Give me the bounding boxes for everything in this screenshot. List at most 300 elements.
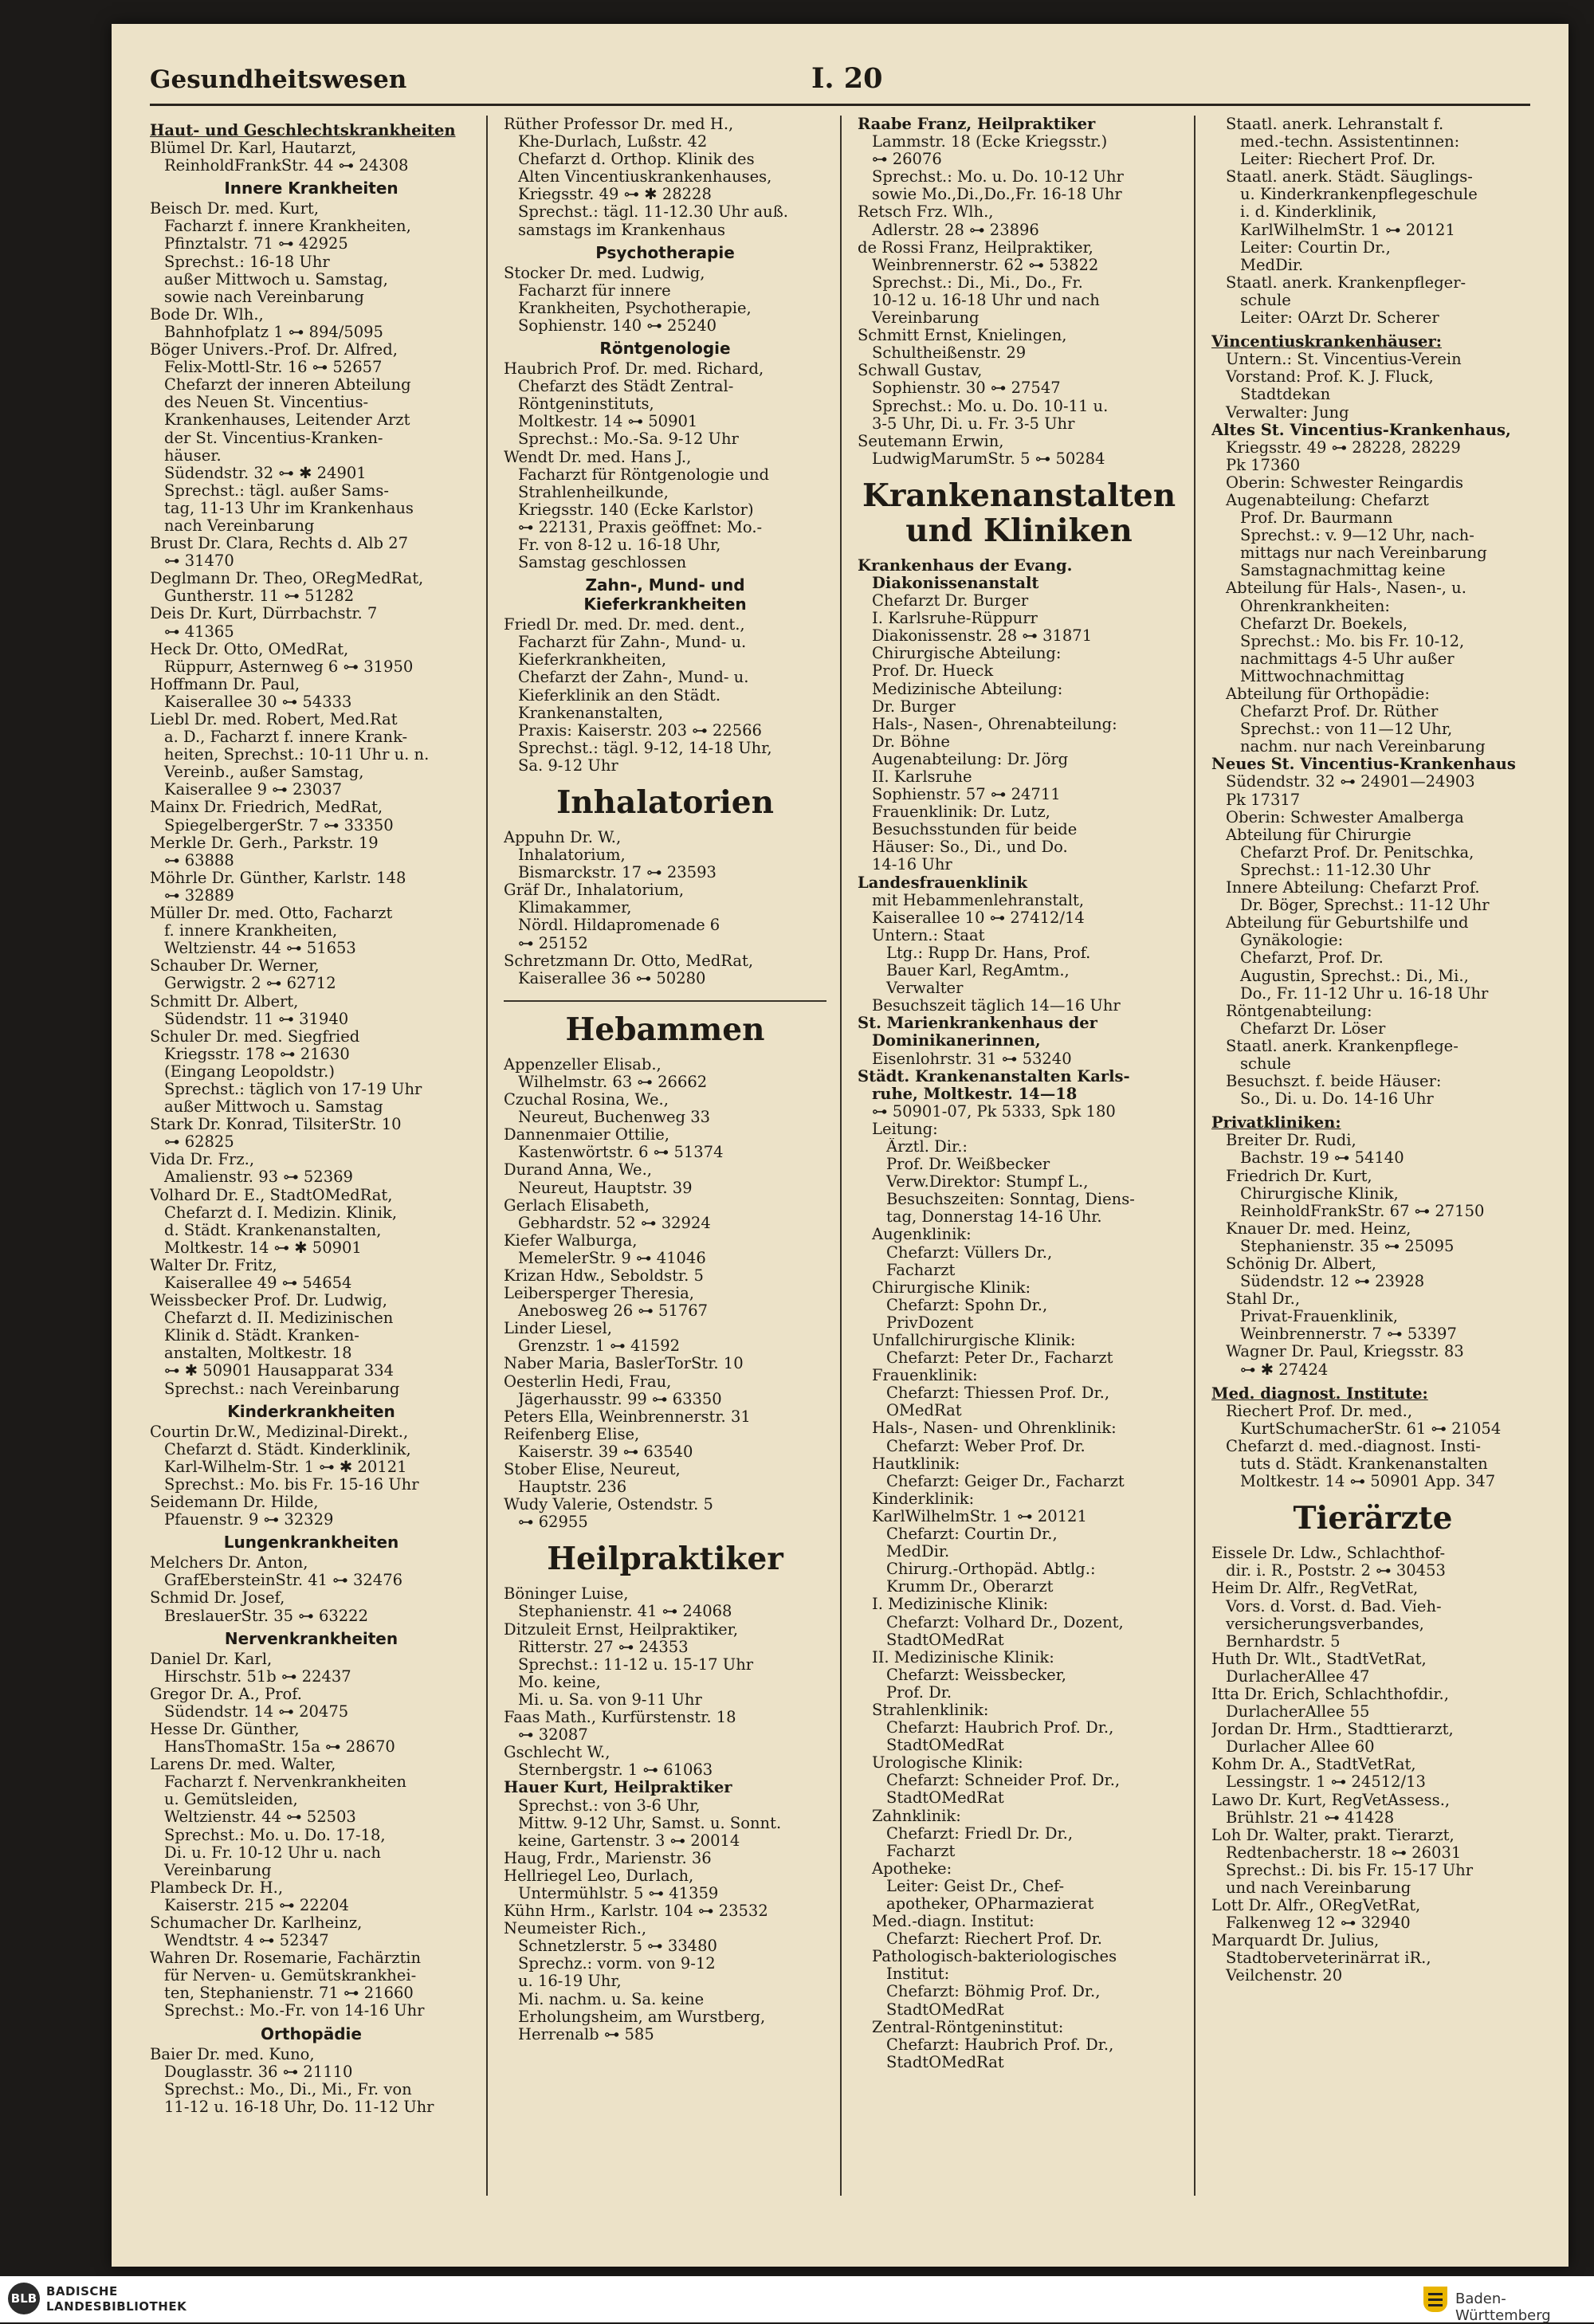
entry-line: Linder Liesel, (504, 1320, 612, 1338)
entry-line: Stephanienstr. 35 ⊶ 25095 (1240, 1237, 1455, 1255)
entry-line: Amalienstr. 93 ⊶ 52369 (164, 1168, 353, 1187)
entry-line: Sprechst.: Mo. u. Do. 10-12 Uhr (872, 168, 1124, 186)
header-rule (150, 104, 1530, 106)
entry-line: Weltzienstr. 44 ⊶ 51653 (164, 940, 356, 958)
entry-line: Hoffmann Dr. Paul, (150, 675, 300, 693)
entry-line: Sprechst.: von 11—12 Uhr, (1240, 720, 1453, 739)
entry-line: Pk 17317 (1226, 791, 1301, 809)
entry-line: Pfauenstr. 9 ⊶ 32329 (164, 1511, 334, 1529)
entry-line: Prof. Dr. Weißbecker (886, 1156, 1050, 1174)
entry-line: Kinderklinik: (872, 1490, 975, 1508)
entry-line: des Neuen St. Vincentius- (164, 394, 369, 412)
entry-line: Leitung: (872, 1120, 938, 1138)
entry-line: Breiter Dr. Rudi, (1226, 1132, 1356, 1150)
entry-line: der St. Vincentius-Kranken- (164, 429, 383, 447)
entry-line: Besuchsstunden für beide (872, 821, 1078, 839)
entry-line: Sprechst.: 11-12.30 Uhr (1240, 861, 1431, 879)
entry-line: Kriegsstr. 178 ⊶ 21630 (164, 1045, 350, 1063)
entry-line: Südendstr. 32 ⊶ 24901—24903 (1226, 773, 1475, 791)
entry-line: Volhard Dr. E., StadtOMedRat, (150, 1186, 393, 1204)
entry-line: Sprechst.: täglich von 17-19 Uhr (164, 1080, 422, 1098)
entry-line: Kohm Dr. A., StadtVetRat, (1211, 1756, 1416, 1774)
entry-line: Peters Ella, Weinbrennerstr. 31 (504, 1407, 751, 1426)
entry-line: Sprechst.: tägl. 11-12.30 Uhr auß. (518, 203, 788, 222)
entry-line: Schmitt Dr. Albert, (150, 992, 299, 1011)
entry-line: Kaiserallee 36 ⊶ 50280 (518, 969, 706, 987)
entry-line: Krankenhauses, Leitender Arzt (164, 411, 410, 430)
entry-line: Facharzt für innere (518, 281, 671, 300)
entry-line: u. Gemütsleiden, (164, 1791, 298, 1809)
column-divider (486, 116, 488, 2196)
entry-line: Mo. keine, (518, 1673, 601, 1691)
entry-line: MemelerStr. 9 ⊶ 41046 (518, 1249, 706, 1267)
entry-line: Knauer Dr. med. Heinz, (1226, 1219, 1411, 1238)
entry-line: heiten, Sprechst.: 10-11 Uhr u. n. (164, 746, 430, 764)
entry-line: Institut: (886, 1965, 950, 1984)
entry-line: Kaiserstr. 39 ⊶ 63540 (518, 1443, 693, 1461)
entry-line: StadtOMedRat (886, 1737, 1004, 1755)
entry-line: Südendstr. 11 ⊶ 31940 (164, 1010, 349, 1028)
entry-line: sowie nach Vereinbarung (164, 288, 364, 306)
entry-line: Merkle Dr. Gerh., Parkstr. 19 (150, 834, 379, 852)
entry-line: Gregor Dr. A., Prof. (150, 1685, 302, 1703)
entry-line: Häuser: So., Di., und Do. (872, 838, 1068, 857)
entry-line: Kaiserallee 30 ⊶ 54333 (164, 693, 352, 711)
entry-line: Walter Dr. Fritz, (150, 1256, 277, 1274)
entry-line: Ltg.: Rupp Dr. Hans, Prof. (886, 944, 1091, 962)
entry-line: Innere Abteilung: Chefarzt Prof. (1226, 879, 1480, 897)
entry-line: ⊶ 25152 (518, 934, 588, 952)
entry-line: Schretzmann Dr. Otto, MedRat, (504, 952, 754, 970)
entry-line: u. Kinderkrankenpflegeschule (1240, 186, 1478, 204)
entry-line: Chefarzt d. Städt. Kinderklinik, (164, 1440, 411, 1458)
entry-line: Ärztl. Dir.: (886, 1137, 968, 1156)
entry-line: ⊶ ✱ 27424 (1240, 1360, 1329, 1379)
entry-line: Südendstr. 32 ⊶ ✱ 24901 (164, 464, 367, 482)
entry-line: OMedRat (886, 1402, 962, 1420)
entry-line: Marquardt Dr. Julius, (1211, 1932, 1380, 1950)
entry-line: Sprechst.: Mo., Di., Mi., Fr. von (164, 2080, 412, 2098)
entry-line: Liebl Dr. med. Robert, Med.Rat (150, 711, 398, 728)
entry-line: Pk 17360 (1226, 456, 1301, 474)
category-heading: Röntgenologie (599, 339, 731, 359)
entry-line: Gynäkologie: (1240, 932, 1344, 950)
entry-line: Melchers Dr. Anton, (150, 1554, 308, 1572)
entry-line: Zentral-Röntgeninstitut: (872, 2018, 1064, 2036)
entry-line: d. Städt. Krankenanstalten, (164, 1221, 382, 1239)
entry-line: Chirurgische Abteilung: (872, 645, 1062, 663)
entry-line: und nach Vereinbarung (1226, 1879, 1411, 1897)
entry-line: Weltzienstr. 44 ⊶ 52503 (164, 1808, 356, 1827)
entry-line: apotheker, OPharmazierat (886, 1895, 1094, 1913)
entry-line: Khe-Durlach, Lußstr. 42 (518, 133, 708, 151)
entry-line: Kaiserallee 9 ⊶ 23037 (164, 781, 343, 799)
entry-line: Do., Fr. 11-12 Uhr u. 16-18 Uhr (1240, 984, 1489, 1003)
entry-line: Adlerstr. 28 ⊶ 23896 (872, 221, 1039, 239)
entry-line: Krumm Dr., Oberarzt (886, 1578, 1054, 1596)
entry-line: Medizinische Abteilung: (872, 680, 1063, 698)
entry-line: Staatl. anerk. Krankenpflege- (1226, 1037, 1459, 1055)
entry-line: Sprechst.: Di., Mi., Do., Fr. (872, 273, 1083, 292)
entry-line: Kastenwörtstr. 6 ⊶ 51374 (518, 1144, 724, 1162)
entry-line: ⊶ 62955 (518, 1513, 588, 1532)
entry-line: Leiter: Courtin Dr., (1240, 238, 1391, 257)
entry-line: Kriegsstr. 49 ⊶ ✱ 28228 (518, 186, 712, 204)
library-name-line2: LANDESBIBLIOTHEK (46, 2299, 187, 2314)
entry-line: Sprechst.: Mo. u. Do. 10-11 u. (872, 397, 1109, 415)
entry-line: Besuchszeit täglich 14—16 Uhr (872, 997, 1121, 1015)
entry-line: Baier Dr. med. Kuno, (150, 2045, 315, 2063)
entry-line: (Eingang Leopoldstr.) (164, 1062, 335, 1081)
section-heading: Privatkliniken: (1211, 1114, 1341, 1133)
section-heading: Med. diagnost. Institute: (1211, 1384, 1428, 1403)
entry-line: Stober Elise, Neureut, (504, 1461, 681, 1478)
entry-line: Nördl. Hildapromenade 6 (518, 917, 720, 935)
entry-line: Schuler Dr. med. Siegfried (150, 1027, 360, 1046)
entry-line: Bode Dr. Wlh., (150, 305, 264, 324)
entry-line: tag, 11-13 Uhr im Krankenhaus (164, 499, 414, 517)
entry-line: Itta Dr. Erich, Schlachthofdir., (1211, 1685, 1449, 1703)
footer-bar (0, 2276, 1594, 2322)
entry-line: Herrenalb ⊶ 585 (518, 2025, 654, 2043)
entry-line: Samstagnachmittag keine (1240, 562, 1446, 580)
entry-line: Wahren Dr. Rosemarie, Fachärztin (150, 1949, 422, 1968)
entry-line: Grenzstr. 1 ⊶ 41592 (518, 1337, 681, 1356)
entry-line: Augenklinik: (872, 1226, 972, 1244)
institution-heading: Krankenhaus der Evang. (858, 556, 1073, 575)
entry-line: Fr. von 8-12 u. 16-18 Uhr, (518, 536, 721, 554)
institution-heading: ruhe, Moltkestr. 14—18 (872, 1085, 1078, 1103)
institution-heading: Landesfrauenklinik (858, 873, 1028, 892)
entry-line: 3-5 Uhr, Di. u. Fr. 3-5 Uhr (872, 414, 1075, 433)
major-heading: Heilpraktiker (547, 1541, 783, 1578)
column-1 (150, 116, 473, 2116)
entry-line: Leiter: Riechert Prof. Dr. (1240, 151, 1436, 169)
entry-line: Chirurgische Klinik: (872, 1278, 1031, 1297)
entry-line: Riechert Prof. Dr. med., (1226, 1402, 1413, 1420)
entry-line: Stahl Dr., (1226, 1290, 1301, 1309)
entry-line: Sa. 9-12 Uhr (518, 756, 618, 775)
entry-line: Chefarzt: Peter Dr., Facharzt (886, 1349, 1113, 1368)
entry-line: Klimakammer, (518, 899, 632, 917)
entry-line: Bachstr. 19 ⊶ 54140 (1240, 1149, 1404, 1168)
entry-line: Durand Anna, We., (504, 1161, 652, 1180)
entry-line: Dr. Böhne (872, 732, 950, 751)
entry-line: Ritterstr. 27 ⊶ 24353 (518, 1638, 689, 1656)
entry-line: Frauenklinik: Dr. Lutz, (872, 803, 1050, 822)
entry-line: Gebhardstr. 52 ⊶ 32924 (518, 1214, 711, 1232)
entry-line: Sprechst.: nach Vereinbarung (164, 1380, 400, 1398)
entry-line: Sternbergstr. 1 ⊶ 61063 (518, 1761, 713, 1780)
entry-line: Kriegsstr. 140 (Ecke Karlstor) (518, 501, 754, 519)
entry-line: Schmid Dr. Josef, (150, 1589, 285, 1608)
entry-line: Chefarzt der Zahn-, Mund- u. (518, 669, 749, 687)
entry-line: Kühn Hrm., Karlstr. 104 ⊶ 23532 (504, 1902, 768, 1921)
entry-line: Stadtdekan (1240, 386, 1331, 404)
category-heading: Innere Krankheiten (224, 179, 398, 198)
entry-line: Kieferklinik an den Städt. (518, 686, 721, 705)
entry-line: Friedl Dr. med. Dr. med. dent., (504, 616, 745, 634)
entry-line: Bauer Karl, RegAmtm., (886, 962, 1070, 980)
entry-line: Hesse Dr. Günther, (150, 1720, 300, 1738)
state-name: Baden-Württemberg (1455, 2291, 1551, 2324)
category-heading: Orthopädie (261, 2024, 362, 2043)
entry-line: Weinbrennerstr. 7 ⊶ 53397 (1240, 1325, 1457, 1344)
category-heading: Zahn-, Mund- und (585, 575, 745, 595)
entry-line: tuts d. Städt. Krankenanstalten (1240, 1455, 1488, 1474)
entry-line: Eisenlohrstr. 31 ⊶ 53240 (872, 1050, 1072, 1068)
entry-line: Wendtstr. 4 ⊶ 52347 (164, 1932, 329, 1950)
entry-line: Sprechz.: vorm. von 9-12 (518, 1955, 716, 1973)
entry-line: Prof. Dr. Baurmann (1240, 509, 1393, 528)
entry-line: Schauber Dr. Werner, (150, 957, 320, 976)
entry-line: LudwigMarumStr. 5 ⊶ 50284 (872, 449, 1105, 468)
entry-line: für Nerven- u. Gemütskrankhei- (164, 1967, 417, 1985)
institution-heading: St. Marienkrankenhaus der (858, 1015, 1097, 1033)
entry-line: dir. i. R., Poststr. 2 ⊶ 30453 (1226, 1562, 1446, 1580)
entry-line: mit Hebammenlehranstalt, (872, 891, 1085, 909)
entry-line: Sprechst.: Mo.-Fr. von 14-16 Uhr (164, 2002, 425, 2020)
entry-line: Oesterlin Hedi, Frau, (504, 1372, 672, 1391)
section-rule (504, 1000, 826, 1002)
entry-line: Zahnklinik: (872, 1807, 961, 1825)
entry-line: Reifenberg Elise, (504, 1425, 640, 1443)
entry-line: Röntgenabteilung: (1226, 1002, 1372, 1020)
entry-line: StadtOMedRat (886, 1789, 1004, 1808)
entry-line: Alten Vincentiuskrankenhauses, (518, 168, 772, 186)
entry-line: Sprechst.: Mo.-Sa. 9-12 Uhr (518, 430, 739, 449)
category-heading: Nervenkrankheiten (224, 1628, 398, 1648)
entry-line: Chefarzt: Weber Prof. Dr. (886, 1437, 1086, 1455)
entry-line: Chefarzt d. med.-diagnost. Insti- (1226, 1437, 1481, 1455)
entry-line: StadtOMedRat (886, 2053, 1004, 2071)
entry-line: MedDir. (886, 1543, 950, 1561)
entry-line: DurlacherAllee 47 (1226, 1667, 1370, 1686)
entry-line: ⊶ 26076 (872, 151, 942, 169)
major-heading: Krankenanstalten (862, 477, 1176, 514)
entry-line: Besuchszeiten: Sonntag, Diens- (886, 1191, 1135, 1209)
major-heading: und Kliniken (905, 512, 1133, 549)
entry-line: Abteilung für Chirurgie (1226, 826, 1411, 844)
entry-line: MedDir. (1240, 256, 1304, 274)
entry-line: Südendstr. 12 ⊶ 23928 (1240, 1273, 1425, 1291)
entry-line: Weissbecker Prof. Dr. Ludwig, (150, 1292, 387, 1310)
entry-line: Verw.Direktor: Stumpf L., (886, 1173, 1089, 1191)
entry-line: Augenabteilung: Chefarzt (1226, 491, 1429, 509)
entry-line: I. Karlsruhe-Rüppurr (872, 610, 1038, 628)
entry-line: Kiefer Walburga, (504, 1231, 638, 1250)
entry-line: Sprechst.: Mo. bis Fr. 15-16 Uhr (164, 1475, 419, 1494)
entry-line: Sprechst.: Di. bis Fr. 15-17 Uhr (1226, 1861, 1474, 1879)
entry-line: Bismarckstr. 17 ⊶ 23593 (518, 864, 717, 882)
entry-line: Hautklinik: (872, 1454, 960, 1473)
entry-line: Verwalter (886, 979, 964, 998)
entry-line: 14-16 Uhr (872, 856, 952, 874)
entry-line: Besuchszt. f. beide Häuser: (1226, 1073, 1442, 1091)
entry-line: Deis Dr. Kurt, Dürrbachstr. 7 (150, 605, 378, 623)
entry-line: Untern.: St. Vincentius-Verein (1226, 351, 1462, 369)
entry-line: nachm. nur nach Vereinbarung (1240, 738, 1486, 756)
entry-line: Vorstand: Prof. K. J. Fluck, (1226, 368, 1434, 387)
entry-line: ⊶ 50901-07, Pk 5333, Spk 180 (872, 1102, 1116, 1121)
entry-line: Di. u. Fr. 10-12 Uhr u. nach (164, 1843, 381, 1862)
entry-line: Sprechst.: 11-12 u. 15-17 Uhr (518, 1655, 754, 1674)
entry-line: Gerlach Elisabeth, (504, 1196, 650, 1215)
entry-line: HansThomaStr. 15a ⊶ 28670 (164, 1738, 395, 1757)
entry-line: Chefarzt: Thiessen Prof. Dr., (886, 1384, 1110, 1403)
entry-line: Lott Dr. Alfr., ORegVetRat, (1211, 1897, 1421, 1915)
entry-line: Sophienstr. 30 ⊶ 27547 (872, 379, 1061, 398)
entry-line: Lessingstr. 1 ⊶ 24512/13 (1226, 1773, 1426, 1792)
entry-line: ⊶ 41365 (164, 622, 234, 641)
entry-line: Sprechst.: Mo. u. Do. 17-18, (164, 1826, 386, 1844)
entry-line: ReinholdFrankStr. 44 ⊶ 24308 (164, 157, 409, 175)
entry-line: Sprechst.: von 3-6 Uhr, (518, 1796, 701, 1815)
entry-line: versicherungsverbandes, (1226, 1615, 1424, 1633)
entry-line: Guntherstr. 11 ⊶ 51282 (164, 587, 355, 606)
entry-line: Facharzt für Röntgenologie und (518, 465, 770, 484)
entry-line: Chefarzt d. II. Medizinischen (164, 1309, 394, 1328)
library-name (46, 2284, 186, 2314)
entry-line: Loh Dr. Walter, prakt. Tierarzt, (1211, 1826, 1455, 1844)
entry-line: anstalten, Moltkestr. 18 (164, 1345, 352, 1363)
entry-line: Strahlenklinik: (872, 1701, 989, 1719)
entry-line: Böninger Luise, (504, 1585, 629, 1604)
entry-line: Hauptstr. 236 (518, 1478, 627, 1497)
entry-line: Gerwigstr. 2 ⊶ 62712 (164, 975, 336, 993)
entry-line: Lammstr. 18 (Ecke Kriegsstr.) (872, 133, 1108, 151)
entry-line: Böger Univers.-Prof. Dr. Alfred, (150, 341, 398, 359)
entry-line: Felix-Mottl-Str. 16 ⊶ 52657 (164, 359, 383, 377)
entry-line: Facharzt f. innere Krankheiten, (164, 218, 411, 236)
entry-line: Chefarzt: Schneider Prof. Dr., (886, 1772, 1121, 1790)
entry-line: Haug, Frdr., Marienstr. 36 (504, 1849, 712, 1867)
institution-heading: Raabe Franz, Heilpraktiker (858, 116, 1096, 133)
entry-line: Schumacher Dr. Karlheinz, (150, 1914, 363, 1932)
entry-line: II. Medizinische Klinik: (872, 1648, 1054, 1666)
entry-line: Chefarzt Dr. Löser (1240, 1019, 1386, 1038)
entry-line: Wudy Valerie, Ostendstr. 5 (504, 1496, 713, 1514)
entry-line: Schultheißenstr. 29 (872, 344, 1027, 363)
entry-line: Chefarzt: Friedl Dr. Dr., (886, 1824, 1074, 1843)
institution-heading: Dominikanerinnen, (872, 1032, 1041, 1050)
entry-line: Moltkestr. 14 ⊶ 50901 App. 347 (1240, 1473, 1496, 1491)
column-2 (504, 116, 826, 2043)
column-4 (1211, 116, 1534, 1985)
institution-heading: Neues St. Vincentius-Krankenhaus (1211, 756, 1516, 774)
entry-line: Untern.: Staat (872, 926, 985, 944)
entry-line: Anebosweg 26 ⊶ 51767 (518, 1302, 709, 1321)
entry-line: KarlWilhelmStr. 1 ⊶ 20121 (1240, 221, 1455, 239)
entry-line: Apotheke: (872, 1859, 952, 1878)
entry-line: Chefarzt d. I. Medizin. Klinik, (164, 1203, 398, 1222)
entry-line: GrafEbersteinStr. 41 ⊶ 32476 (164, 1572, 403, 1590)
entry-line: ⊶ ✱ 50901 Hausapparat 334 (164, 1362, 395, 1380)
state-crest-icon (1423, 2287, 1447, 2312)
entry-line: Röntgeninstituts, (518, 395, 654, 414)
major-heading: Inhalatorien (556, 784, 774, 821)
entry-line: Vereinb., außer Samstag, (164, 764, 364, 782)
library-logo: BLB (8, 2283, 40, 2314)
entry-line: Facharzt f. Nervenkrankheiten (164, 1773, 406, 1792)
entry-line: schule (1240, 291, 1291, 309)
entry-line: Huth Dr. Wlt., StadtVetRat, (1211, 1650, 1427, 1668)
entry-line: Heim Dr. Alfr., RegVetRat, (1211, 1580, 1419, 1598)
entry-line: a. D., Facharzt f. innere Krank- (164, 728, 408, 747)
entry-line: Staatl. anerk. Krankenpfleger- (1226, 273, 1466, 292)
entry-line: Retsch Frz. Wlh., (858, 203, 994, 222)
entry-line: Weinbrennerstr. 62 ⊶ 53822 (872, 256, 1099, 274)
entry-line: Urologische Klinik: (872, 1754, 1023, 1772)
entry-line: Abteilung für Hals-, Nasen-, u. (1226, 579, 1466, 598)
entry-line: Neureut, Hauptstr. 39 (518, 1179, 693, 1197)
category-heading: Kinderkrankheiten (227, 1401, 395, 1421)
entry-line: mittags nur nach Vereinbarung (1240, 544, 1487, 563)
entry-line: Dannenmaier Ottilie, (504, 1126, 669, 1144)
entry-line: Larens Dr. med. Walter, (150, 1756, 336, 1774)
entry-line: nachmittags 4-5 Uhr außer (1240, 650, 1455, 668)
entry-line: Beisch Dr. med. Kurt, (150, 200, 319, 218)
entry-line: Schmitt Ernst, Knielingen, (858, 327, 1067, 345)
entry-line: Stephanienstr. 41 ⊶ 24068 (518, 1603, 732, 1621)
entry-line: f. innere Krankheiten, (164, 922, 338, 940)
entry-line: Faas Math., Kurfürstenstr. 18 (504, 1709, 736, 1727)
entry-line: tag, Donnerstag 14-16 Uhr. (886, 1208, 1102, 1227)
entry-line: Daniel Dr. Karl, (150, 1650, 273, 1668)
entry-line: Chefarzt, Prof. Dr. (1240, 949, 1384, 968)
entry-line: Seidemann Dr. Hilde, (150, 1494, 319, 1512)
entry-line: Dr. Böger, Sprechst.: 11-12 Uhr (1240, 897, 1490, 915)
entry-line: Friedrich Dr. Kurt, (1226, 1167, 1372, 1185)
entry-line: Falkenweg 12 ⊶ 32940 (1226, 1914, 1411, 1933)
entry-line: Lawo Dr. Kurt, RegVetAssess., (1211, 1791, 1451, 1809)
entry-line: Chirurg.-Orthopäd. Abtlg.: (886, 1560, 1096, 1579)
entry-line: Mi. nachm. u. Sa. keine (518, 1990, 705, 2008)
entry-line: Deglmann Dr. Theo, ORegMedRat, (150, 570, 424, 588)
entry-line: Kaiserallee 49 ⊶ 54654 (164, 1274, 352, 1292)
entry-line: Brühlstr. 21 ⊶ 41428 (1226, 1808, 1395, 1827)
entry-line: Gschlecht W., (504, 1744, 611, 1762)
entry-line: Appenzeller Elisab., (504, 1055, 662, 1074)
column-divider (840, 116, 842, 2196)
entry-line: i. d. Kinderklinik, (1240, 203, 1377, 222)
entry-line: Sprechst.: v. 9—12 Uhr, nach- (1240, 527, 1474, 545)
entry-line: Hals-, Nasen- und Ohrenklinik: (872, 1419, 1117, 1438)
entry-line: Stark Dr. Konrad, TilsiterStr. 10 (150, 1116, 402, 1134)
entry-line: So., Di. u. Do. 14-16 Uhr (1240, 1090, 1434, 1109)
entry-line: Staatl. anerk. Lehranstalt f. (1226, 116, 1444, 133)
directory-page (112, 24, 1568, 2267)
entry-line: Eissele Dr. Ldw., Schlachthof- (1211, 1545, 1446, 1563)
entry-line: außer Mittwoch u. Samstag, (164, 270, 388, 289)
entry-line: Untermühlstr. 5 ⊶ 41359 (518, 1884, 719, 1902)
entry-line: 11-12 u. 16-18 Uhr, Do. 11-12 Uhr (164, 2098, 434, 2116)
entry-line: Augustin, Sprechst.: Di., Mi., (1240, 967, 1469, 985)
entry-line: Kriegsstr. 49 ⊶ 28228, 28229 (1226, 438, 1461, 457)
entry-line: Sprechst.: tägl. außer Sams- (164, 481, 389, 500)
major-heading: Hebammen (565, 1011, 765, 1048)
entry-line: Mittw. 9-12 Uhr, Samst. u. Sonnt. (518, 1814, 782, 1832)
entry-line: Heck Dr. Otto, OMedRat, (150, 640, 349, 658)
entry-line: BreslauerStr. 35 ⊶ 63222 (164, 1607, 368, 1625)
entry-line: ⊶ 31470 (164, 552, 234, 571)
entry-line: Mi. u. Sa. von 9-11 Uhr (518, 1690, 702, 1709)
entry-line: Karl-Wilhelm-Str. 1 ⊶ ✱ 20121 (164, 1458, 407, 1476)
entry-line: Augenabteilung: Dr. Jörg (872, 750, 1069, 768)
entry-line: Praxis: Kaiserstr. 203 ⊶ 22566 (518, 721, 762, 740)
entry-line: StadtOMedRat (886, 2000, 1004, 2019)
major-heading: Tierärzte (1293, 1500, 1453, 1537)
